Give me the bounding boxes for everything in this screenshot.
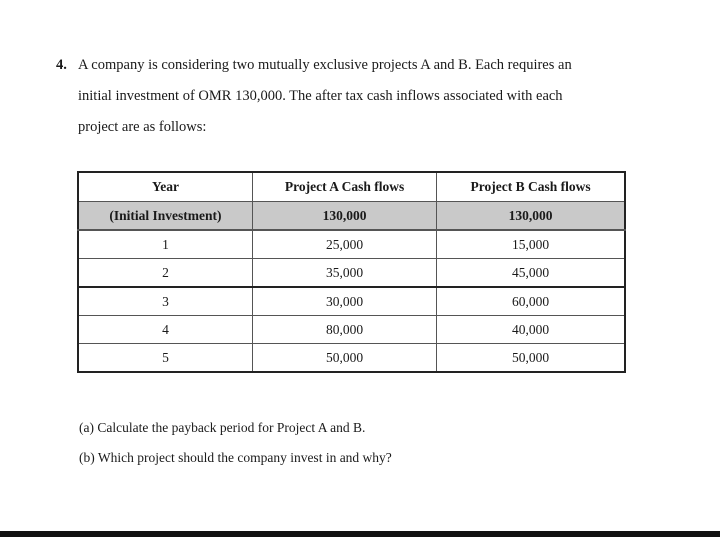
sub-question-a: (a) Calculate the payback period for Project A and B.	[79, 420, 366, 435]
table-row	[78, 344, 625, 373]
table-row-initial-investment	[78, 202, 625, 231]
cell-project-b: 40,000	[437, 316, 625, 344]
cash-flow-table	[77, 171, 626, 373]
cell-project-a: 25,000	[252, 230, 436, 259]
cell-year: 5	[78, 344, 252, 373]
table-row	[78, 316, 625, 344]
cell-project-a: 80,000	[252, 316, 436, 344]
question-4	[56, 50, 696, 143]
table-row	[78, 287, 625, 316]
cell-year: 1	[78, 230, 252, 259]
cell-year: 2	[78, 259, 252, 288]
question-text-line-1: A company is considering two mutually exclusive projects A and B. Each requires an	[78, 57, 572, 73]
cell-project-b: 50,000	[437, 344, 625, 373]
question-text-line-3: project are as follows:	[78, 119, 207, 135]
cell-year: 3	[78, 287, 252, 316]
cell-year: 4	[78, 316, 252, 344]
cell-project-b: 60,000	[437, 287, 625, 316]
cell-project-b-investment: 130,000	[437, 202, 625, 231]
header-project-a: Project A Cash flows	[252, 172, 436, 202]
cell-year-label: (Initial Investment)	[78, 202, 252, 231]
cell-project-b: 45,000	[437, 259, 625, 288]
bottom-divider	[0, 531, 720, 537]
cell-project-a-investment: 130,000	[252, 202, 436, 231]
cell-project-a: 30,000	[252, 287, 436, 316]
cell-project-a: 50,000	[252, 344, 436, 373]
table-row	[78, 259, 625, 288]
question-number: 4.	[56, 57, 67, 73]
table-row	[78, 230, 625, 259]
sub-question-b: (b) Which project should the company invest in and why?	[79, 450, 392, 465]
header-year: Year	[78, 172, 252, 202]
question-text-line-2: initial investment of OMR 130,000. The after tax cash inflows associated with each	[78, 88, 563, 104]
table-header-row	[78, 172, 625, 202]
header-project-b: Project B Cash flows	[437, 172, 625, 202]
question-line-1	[56, 50, 696, 81]
cell-project-a: 35,000	[252, 259, 436, 288]
cell-project-b: 15,000	[437, 230, 625, 259]
